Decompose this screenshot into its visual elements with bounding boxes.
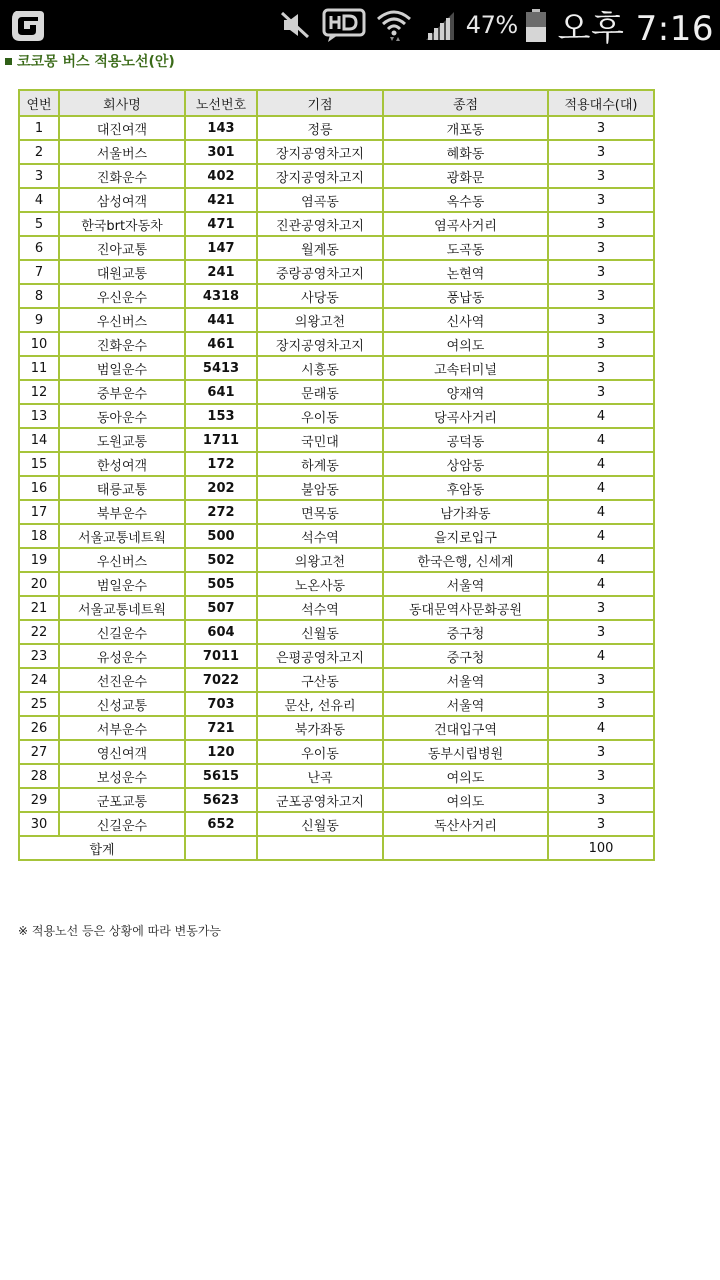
bus-count-cell: 3 xyxy=(548,116,654,140)
destination-cell: 고속터미널 xyxy=(383,356,548,380)
row-number-cell: 26 xyxy=(19,716,59,740)
company-name-cell: 우신버스 xyxy=(59,308,185,332)
bus-count-cell: 3 xyxy=(548,596,654,620)
header-number: 연번 xyxy=(19,90,59,116)
header-bus-count: 적용대수(대) xyxy=(548,90,654,116)
destination-cell: 염곡사거리 xyxy=(383,212,548,236)
origin-cell: 석수역 xyxy=(257,524,383,548)
bus-count-cell: 3 xyxy=(548,308,654,332)
company-name-cell: 한국brt자동차 xyxy=(59,212,185,236)
table-row xyxy=(19,548,654,572)
bus-count-cell: 3 xyxy=(548,764,654,788)
table-row xyxy=(19,284,654,308)
route-number-cell: 721 xyxy=(185,716,257,740)
destination-cell: 상암동 xyxy=(383,452,548,476)
table-row xyxy=(19,380,654,404)
row-number-cell: 3 xyxy=(19,164,59,188)
origin-cell: 면목동 xyxy=(257,500,383,524)
row-number-cell: 12 xyxy=(19,380,59,404)
route-number-cell: 421 xyxy=(185,188,257,212)
route-number-cell: 441 xyxy=(185,308,257,332)
destination-cell: 서울역 xyxy=(383,572,548,596)
bus-count-cell: 3 xyxy=(548,332,654,356)
header-origin: 기점 xyxy=(257,90,383,116)
destination-cell: 논현역 xyxy=(383,260,548,284)
table-row xyxy=(19,668,654,692)
origin-cell: 의왕고천 xyxy=(257,308,383,332)
table-row xyxy=(19,428,654,452)
origin-cell: 신월동 xyxy=(257,620,383,644)
company-name-cell: 도원교통 xyxy=(59,428,185,452)
origin-cell: 북가좌동 xyxy=(257,716,383,740)
table-row xyxy=(19,140,654,164)
row-number-cell: 18 xyxy=(19,524,59,548)
route-number-cell: 461 xyxy=(185,332,257,356)
row-number-cell: 11 xyxy=(19,356,59,380)
table-row xyxy=(19,404,654,428)
bus-count-cell: 3 xyxy=(548,356,654,380)
destination-cell: 동대문역사문화공원 xyxy=(383,596,548,620)
wifi-icon xyxy=(374,7,414,43)
route-number-cell: 241 xyxy=(185,260,257,284)
route-number-cell: 604 xyxy=(185,620,257,644)
origin-cell: 군포공영차고지 xyxy=(257,788,383,812)
company-name-cell: 북부운수 xyxy=(59,500,185,524)
total-label: 합계 xyxy=(19,836,185,860)
company-name-cell: 태릉교통 xyxy=(59,476,185,500)
origin-cell: 은평공영차고지 xyxy=(257,644,383,668)
route-number-cell: 502 xyxy=(185,548,257,572)
row-number-cell: 14 xyxy=(19,428,59,452)
table-total-row xyxy=(19,836,654,860)
destination-cell: 중구청 xyxy=(383,620,548,644)
table-row xyxy=(19,332,654,356)
bus-count-cell: 4 xyxy=(548,716,654,740)
row-number-cell: 17 xyxy=(19,500,59,524)
row-number-cell: 16 xyxy=(19,476,59,500)
bus-count-cell: 3 xyxy=(548,284,654,308)
route-number-cell: 5413 xyxy=(185,356,257,380)
square-bullet-icon xyxy=(5,58,12,65)
destination-cell: 중구청 xyxy=(383,644,548,668)
origin-cell: 노온사동 xyxy=(257,572,383,596)
route-number-cell: 172 xyxy=(185,452,257,476)
row-number-cell: 6 xyxy=(19,236,59,260)
table-row xyxy=(19,188,654,212)
route-number-cell: 143 xyxy=(185,116,257,140)
table-row xyxy=(19,764,654,788)
destination-cell: 도곡동 xyxy=(383,236,548,260)
company-name-cell: 보성운수 xyxy=(59,764,185,788)
route-number-cell: 5615 xyxy=(185,764,257,788)
bus-count-cell: 3 xyxy=(548,380,654,404)
signal-icon xyxy=(420,7,460,43)
company-name-cell: 대진여객 xyxy=(59,116,185,140)
table-row xyxy=(19,356,654,380)
origin-cell: 문산, 선유리 xyxy=(257,692,383,716)
origin-cell: 시흥동 xyxy=(257,356,383,380)
route-number-cell: 703 xyxy=(185,692,257,716)
company-name-cell: 선진운수 xyxy=(59,668,185,692)
company-name-cell: 우신운수 xyxy=(59,284,185,308)
bus-count-cell: 3 xyxy=(548,140,654,164)
table-row xyxy=(19,500,654,524)
table-body xyxy=(19,116,654,836)
row-number-cell: 4 xyxy=(19,188,59,212)
origin-cell: 석수역 xyxy=(257,596,383,620)
table-row xyxy=(19,164,654,188)
destination-cell: 옥수동 xyxy=(383,188,548,212)
route-number-cell: 301 xyxy=(185,140,257,164)
route-number-cell: 507 xyxy=(185,596,257,620)
bus-count-cell: 4 xyxy=(548,452,654,476)
destination-cell: 여의도 xyxy=(383,788,548,812)
row-number-cell: 22 xyxy=(19,620,59,644)
bus-count-cell: 3 xyxy=(548,188,654,212)
bus-count-cell: 3 xyxy=(548,740,654,764)
origin-cell: 신월동 xyxy=(257,812,383,836)
route-number-cell: 641 xyxy=(185,380,257,404)
origin-cell: 중랑공영차고지 xyxy=(257,260,383,284)
route-number-cell: 471 xyxy=(185,212,257,236)
company-name-cell: 신성교통 xyxy=(59,692,185,716)
total-value: 100 xyxy=(548,836,654,860)
bus-count-cell: 4 xyxy=(548,428,654,452)
company-name-cell: 범일운수 xyxy=(59,572,185,596)
bus-count-cell: 3 xyxy=(548,212,654,236)
row-number-cell: 25 xyxy=(19,692,59,716)
company-name-cell: 유성운수 xyxy=(59,644,185,668)
company-name-cell: 서울버스 xyxy=(59,140,185,164)
origin-cell: 우이동 xyxy=(257,740,383,764)
origin-cell: 정릉 xyxy=(257,116,383,140)
company-name-cell: 한성여객 xyxy=(59,452,185,476)
company-name-cell: 대원교통 xyxy=(59,260,185,284)
row-number-cell: 8 xyxy=(19,284,59,308)
route-number-cell: 4318 xyxy=(185,284,257,308)
bus-count-cell: 4 xyxy=(548,524,654,548)
bus-count-cell: 3 xyxy=(548,164,654,188)
company-name-cell: 서울교통네트웍 xyxy=(59,596,185,620)
route-number-cell: 505 xyxy=(185,572,257,596)
total-empty-cell xyxy=(257,836,383,860)
row-number-cell: 20 xyxy=(19,572,59,596)
destination-cell: 신사역 xyxy=(383,308,548,332)
route-table-container xyxy=(18,89,655,861)
table-row xyxy=(19,476,654,500)
row-number-cell: 23 xyxy=(19,644,59,668)
destination-cell: 건대입구역 xyxy=(383,716,548,740)
bus-count-cell: 3 xyxy=(548,692,654,716)
table-header-row xyxy=(19,90,654,116)
origin-cell: 하계동 xyxy=(257,452,383,476)
origin-cell: 월계동 xyxy=(257,236,383,260)
company-name-cell: 신길운수 xyxy=(59,620,185,644)
table-row xyxy=(19,572,654,596)
destination-cell: 동부시립병원 xyxy=(383,740,548,764)
destination-cell: 양재역 xyxy=(383,380,548,404)
destination-cell: 개포동 xyxy=(383,116,548,140)
header-route-number: 노선번호 xyxy=(185,90,257,116)
table-row xyxy=(19,524,654,548)
table-row xyxy=(19,788,654,812)
bus-count-cell: 4 xyxy=(548,548,654,572)
table-row xyxy=(19,620,654,644)
bus-count-cell: 4 xyxy=(548,644,654,668)
route-number-cell: 402 xyxy=(185,164,257,188)
row-number-cell: 10 xyxy=(19,332,59,356)
destination-cell: 여의도 xyxy=(383,764,548,788)
company-name-cell: 삼성여객 xyxy=(59,188,185,212)
origin-cell: 장지공영차고지 xyxy=(257,332,383,356)
route-number-cell: 5623 xyxy=(185,788,257,812)
route-number-cell: 153 xyxy=(185,404,257,428)
status-bar xyxy=(0,0,720,50)
origin-cell: 국민대 xyxy=(257,428,383,452)
destination-cell: 당곡사거리 xyxy=(383,404,548,428)
total-empty-cell xyxy=(185,836,257,860)
origin-cell: 우이동 xyxy=(257,404,383,428)
company-name-cell: 우신버스 xyxy=(59,548,185,572)
destination-cell: 독산사거리 xyxy=(383,812,548,836)
origin-cell: 불암동 xyxy=(257,476,383,500)
battery-icon xyxy=(524,7,548,43)
company-name-cell: 동아운수 xyxy=(59,404,185,428)
row-number-cell: 19 xyxy=(19,548,59,572)
origin-cell: 진관공영차고지 xyxy=(257,212,383,236)
company-name-cell: 서울교통네트웍 xyxy=(59,524,185,548)
table-row xyxy=(19,308,654,332)
company-name-cell: 서부운수 xyxy=(59,716,185,740)
route-number-cell: 272 xyxy=(185,500,257,524)
bus-count-cell: 3 xyxy=(548,812,654,836)
header-destination: 종점 xyxy=(383,90,548,116)
destination-cell: 광화문 xyxy=(383,164,548,188)
company-name-cell: 진아교통 xyxy=(59,236,185,260)
destination-cell: 후암동 xyxy=(383,476,548,500)
origin-cell: 문래동 xyxy=(257,380,383,404)
route-number-cell: 7011 xyxy=(185,644,257,668)
mute-icon xyxy=(276,7,316,43)
origin-cell: 사당동 xyxy=(257,284,383,308)
table-row xyxy=(19,260,654,284)
section-title-text: 코코몽 버스 적용노선(안) xyxy=(17,54,175,70)
hd-voice-icon xyxy=(322,7,368,43)
destination-cell: 남가좌동 xyxy=(383,500,548,524)
row-number-cell: 2 xyxy=(19,140,59,164)
row-number-cell: 27 xyxy=(19,740,59,764)
route-number-cell: 120 xyxy=(185,740,257,764)
route-number-cell: 147 xyxy=(185,236,257,260)
table-row xyxy=(19,596,654,620)
row-number-cell: 1 xyxy=(19,116,59,140)
battery-percent: 47% xyxy=(465,11,518,39)
destination-cell: 을지로입구 xyxy=(383,524,548,548)
bus-count-cell: 3 xyxy=(548,620,654,644)
company-name-cell: 신길운수 xyxy=(59,812,185,836)
origin-cell: 난곡 xyxy=(257,764,383,788)
row-number-cell: 13 xyxy=(19,404,59,428)
company-name-cell: 중부운수 xyxy=(59,380,185,404)
table-row xyxy=(19,644,654,668)
origin-cell: 장지공영차고지 xyxy=(257,140,383,164)
route-number-cell: 7022 xyxy=(185,668,257,692)
table-row xyxy=(19,740,654,764)
total-empty-cell xyxy=(383,836,548,860)
table-row xyxy=(19,692,654,716)
bus-count-cell: 3 xyxy=(548,788,654,812)
destination-cell: 공덕동 xyxy=(383,428,548,452)
header-company: 회사명 xyxy=(59,90,185,116)
origin-cell: 의왕고천 xyxy=(257,548,383,572)
table-row xyxy=(19,716,654,740)
row-number-cell: 9 xyxy=(19,308,59,332)
row-number-cell: 5 xyxy=(19,212,59,236)
origin-cell: 염곡동 xyxy=(257,188,383,212)
destination-cell: 풍납동 xyxy=(383,284,548,308)
bus-count-cell: 3 xyxy=(548,668,654,692)
bus-count-cell: 4 xyxy=(548,476,654,500)
company-name-cell: 영신여객 xyxy=(59,740,185,764)
bus-count-cell: 4 xyxy=(548,404,654,428)
company-name-cell: 진화운수 xyxy=(59,332,185,356)
route-number-cell: 500 xyxy=(185,524,257,548)
bus-count-cell: 3 xyxy=(548,236,654,260)
route-number-cell: 1711 xyxy=(185,428,257,452)
row-number-cell: 24 xyxy=(19,668,59,692)
olleh-logo-icon xyxy=(10,7,46,43)
table-row xyxy=(19,236,654,260)
route-number-cell: 652 xyxy=(185,812,257,836)
row-number-cell: 29 xyxy=(19,788,59,812)
company-name-cell: 진화운수 xyxy=(59,164,185,188)
origin-cell: 장지공영차고지 xyxy=(257,164,383,188)
destination-cell: 서울역 xyxy=(383,692,548,716)
destination-cell: 서울역 xyxy=(383,668,548,692)
footnote: ※ 적용노선 등은 상황에 따라 변동가능 xyxy=(18,924,222,938)
origin-cell: 구산동 xyxy=(257,668,383,692)
destination-cell: 혜화동 xyxy=(383,140,548,164)
bus-count-cell: 3 xyxy=(548,260,654,284)
route-number-cell: 202 xyxy=(185,476,257,500)
route-table xyxy=(18,89,655,861)
company-name-cell: 범일운수 xyxy=(59,356,185,380)
table-row xyxy=(19,212,654,236)
bus-count-cell: 4 xyxy=(548,500,654,524)
bus-count-cell: 4 xyxy=(548,572,654,596)
company-name-cell: 군포교통 xyxy=(59,788,185,812)
table-row xyxy=(19,812,654,836)
row-number-cell: 7 xyxy=(19,260,59,284)
table-row xyxy=(19,452,654,476)
row-number-cell: 30 xyxy=(19,812,59,836)
table-row xyxy=(19,116,654,140)
destination-cell: 한국은행, 신세계 xyxy=(383,548,548,572)
status-clock: 오후 7:16 xyxy=(557,8,714,49)
destination-cell: 여의도 xyxy=(383,332,548,356)
row-number-cell: 21 xyxy=(19,596,59,620)
row-number-cell: 15 xyxy=(19,452,59,476)
section-title xyxy=(5,50,175,72)
row-number-cell: 28 xyxy=(19,764,59,788)
